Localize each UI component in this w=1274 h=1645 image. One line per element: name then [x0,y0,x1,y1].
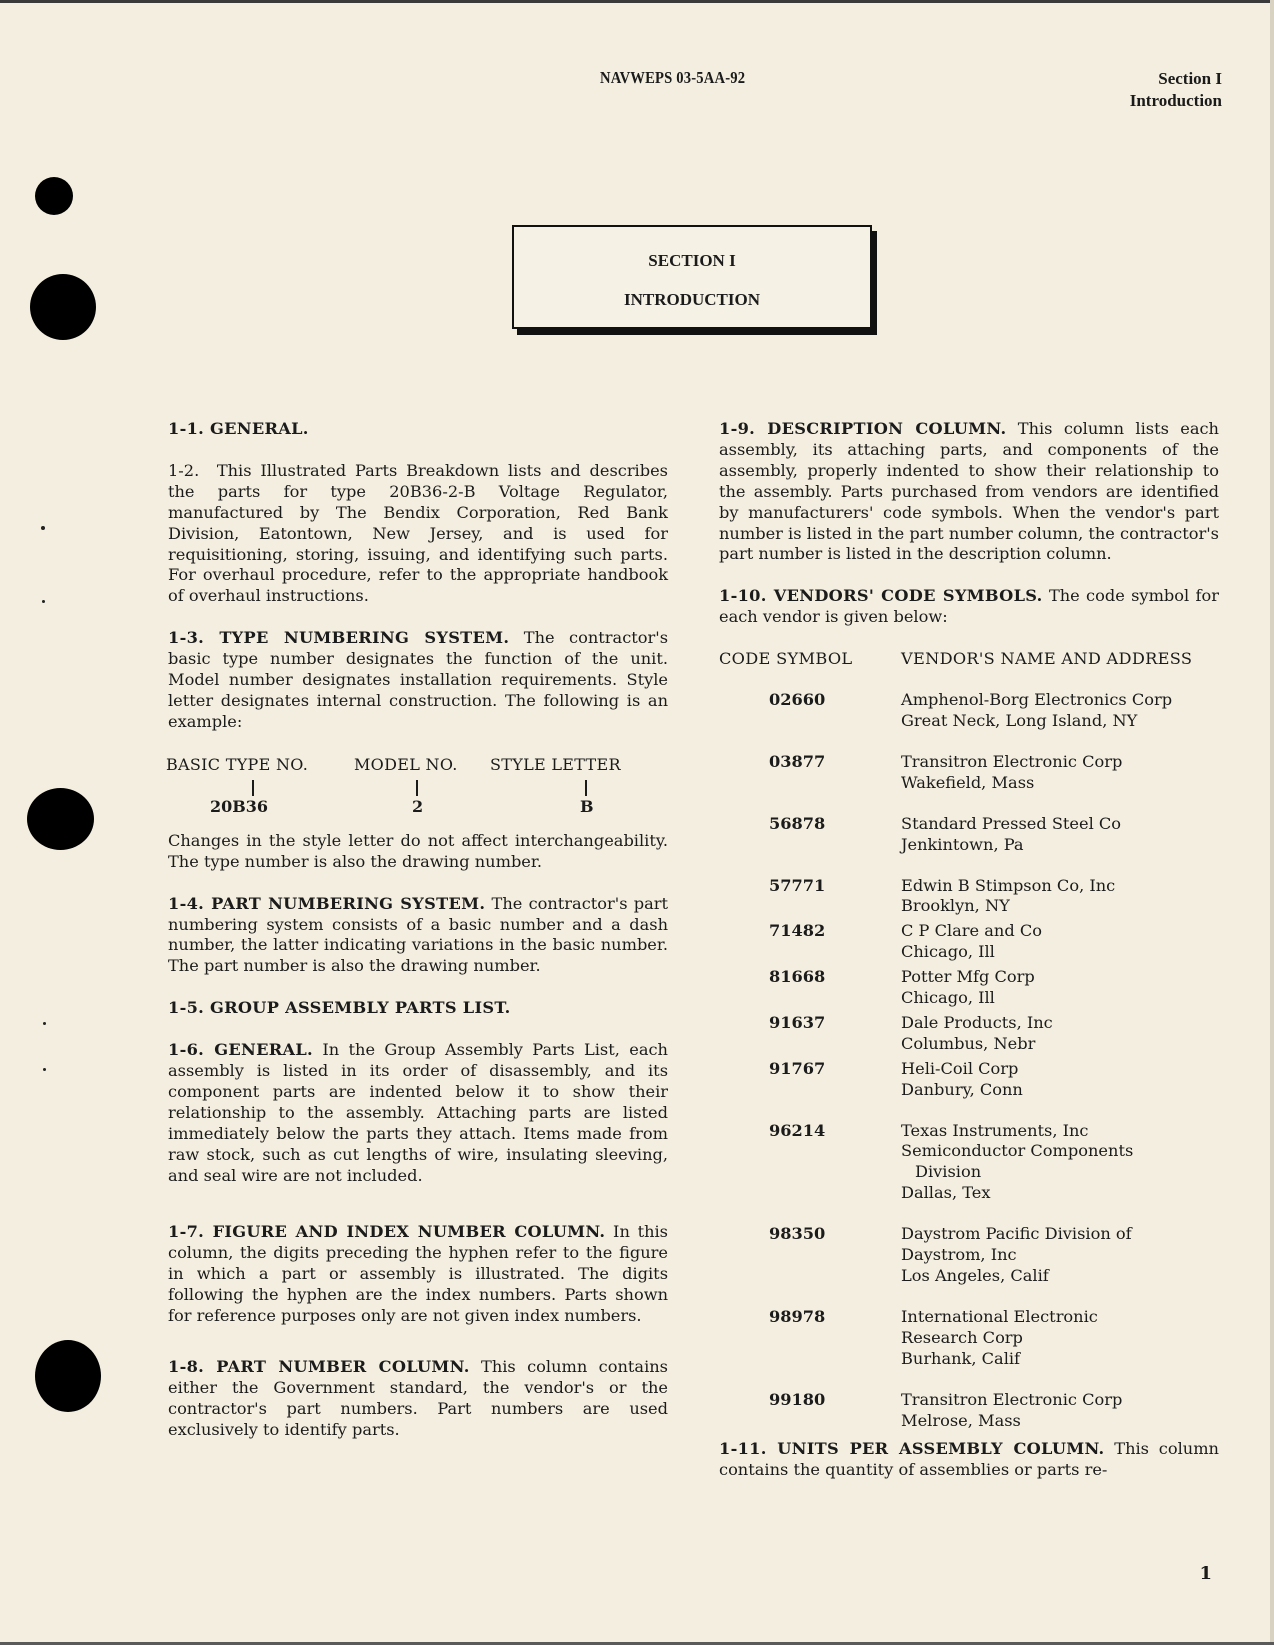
vendor-code: 02660 [769,690,826,710]
right-column [719,419,1219,1502]
vendor-division: Division [915,1162,982,1182]
paragraph-1-8 [168,1357,668,1441]
vendor-location: Columbus, Nebr [901,1033,1036,1053]
vendor-location: Burhank, Calif [901,1348,1021,1368]
paragraph-1-6 [168,1040,668,1186]
vendor-name: Daystrom, Inc [901,1245,1017,1265]
vendor-address [901,752,1122,794]
vendor-location: Dallas, Tex [901,1183,991,1203]
punch-hole-icon [27,788,94,850]
vendor-code: 96214 [769,1120,826,1140]
vendor-row [719,1390,1219,1432]
section-header [1130,68,1222,112]
vendor-location: Chicago, Ill [901,942,995,962]
vendor-code: 81668 [769,967,826,987]
punch-hole-icon [35,177,73,215]
vendor-name: Dale Products, Inc [901,1012,1053,1032]
paragraph-heading: 1-7. FIGURE AND INDEX NUMBER COLUMN. [168,1222,606,1242]
vendor-name: Heli-Coil Corp [901,1058,1019,1078]
vendor-row [719,1121,1219,1205]
vendor-address [901,1307,1098,1370]
paragraph-body: In this column, the digits preceding the hyphen refer to the figure in which a part or assembly is illustrated. The digits following the hyphen are the index numbers. Parts shown for reference purposes only are not given index numbers. [168,1222,668,1326]
paragraph-1-5 [168,998,668,1019]
vendor-code: 91637 [769,1012,826,1032]
vendor-name: Transitron Electronic Corp [901,1389,1123,1409]
left-column [168,419,668,1462]
vendor-name: Research Corp [901,1327,1023,1347]
page-number: 1 [1199,1563,1212,1584]
vendor-address [901,814,1121,856]
basic-type-label: BASIC TYPE NO. [166,754,309,774]
vendor-location: Melrose, Mass [901,1410,1021,1430]
vendor-row [719,1013,1219,1055]
paragraph-heading: 1-9. DESCRIPTION COLUMN. [719,419,1007,438]
vendor-name-header: VENDOR'S NAME AND ADDRESS [901,649,1193,669]
section-title-box [512,225,872,329]
vendor-row [719,921,1219,963]
vendor-address [901,967,1035,1009]
paragraph-body: This column contains either the Government standard, the vendor's or the contractor's part numbers. Part numbers are used exclusively to identify parts. [168,1357,668,1439]
paragraph-1-11 [719,1439,1219,1481]
vendor-address [901,1390,1122,1432]
vendor-name: Amphenol-Borg Electronics Corp [901,690,1173,710]
paragraph-heading: 1-4. PART NUMBERING SYSTEM. [168,893,486,913]
vendor-code: 91767 [769,1058,826,1078]
vendor-location: Wakefield, Mass [901,772,1035,792]
scan-top-edge [0,0,1274,3]
paragraph-1-10 [719,586,1219,628]
vendor-code: 99180 [769,1389,826,1409]
paragraph-body: This Illustrated Parts Breakdown lists and describes the parts for type 20B36-2-B Voltage Regulator, manufactured by The Bendix Corporation, Red Bank Division, Eatontown, New Jersey, and is used for requisitioning, storing, issuing, and identifying such parts. For overhaul procedure, refer to the appropriate handbook of overhaul instructions. [168,460,668,606]
model-no-label: MODEL NO. [354,754,458,774]
connector-line [416,780,418,796]
vendor-address [901,876,1115,918]
margin-speck [41,526,45,530]
vendor-address [901,1224,1132,1287]
vendor-location: Chicago, Ill [901,988,995,1008]
vendor-row [719,1059,1219,1101]
model-no-value: 2 [412,796,424,816]
paragraph-1-9 [719,419,1219,565]
vendor-name: Daystrom Pacific Division of [901,1224,1132,1244]
paragraph-1-2 [168,461,668,607]
vendor-address [901,921,1042,963]
paragraph-1-3 [168,628,668,733]
vendor-address [901,690,1172,732]
section-box-line2: INTRODUCTION [623,290,761,309]
scan-right-edge [1270,0,1274,1645]
vendor-address [901,1013,1053,1055]
code-symbol-header: CODE SYMBOL [719,649,853,669]
paragraph-heading: 1-11. UNITS PER ASSEMBLY COLUMN. [719,1439,1105,1459]
paragraph-heading: 1-8. PART NUMBER COLUMN. [168,1357,470,1376]
vendor-row [719,752,1219,794]
paragraph-body: The contractor's part numbering system consists of a basic number and a dash number, the latter indicating variations in the basic number. The part number is also the drawing number. [168,893,668,976]
paragraph-body: In the Group Assembly Parts List, each assembly is listed in its order of disassembly, and its component parts are indented below it to show their relationship to the assembly. Attaching parts are listed immediately below the parts they attach. Items made from raw stock, such as cut lengths of wire, insulating sleeving, and seal wire are not included. [168,1040,668,1185]
paragraph-heading: 1-6. GENERAL. [168,1040,313,1060]
vendor-division: Semiconductor Components [901,1141,1134,1161]
margin-speck [42,600,45,603]
paragraph-heading: 1-1. GENERAL. [168,419,309,438]
vendor-code: 57771 [769,875,826,895]
vendor-code: 71482 [769,921,826,941]
vendor-row [719,814,1219,856]
vendor-name: Edwin B Stimpson Co, Inc [901,875,1116,895]
style-letter-value: B [580,796,594,816]
paragraph-1-4 [168,894,668,978]
connector-line [585,780,587,796]
paragraph-body: This column contains the quantity of assemblies or parts re- [719,1439,1219,1480]
vendor-code: 98978 [769,1306,826,1326]
vendor-address [901,1059,1023,1101]
vendor-row [719,690,1219,732]
vendor-name: Transitron Electronic Corp [901,751,1123,771]
vendor-name: C P Clare and Co [901,921,1042,941]
vendor-row [719,967,1219,1009]
punch-hole-icon [35,1340,101,1412]
vendor-row [719,876,1219,918]
punch-hole-icon [30,274,96,340]
connector-line [252,780,254,796]
vendor-row [719,1224,1219,1287]
vendor-row [719,1307,1219,1370]
vendor-name: Standard Pressed Steel Co [901,813,1122,833]
vendor-location: Great Neck, Long Island, NY [901,710,1138,730]
section-label: Section I [1158,69,1222,88]
margin-speck [43,1022,46,1025]
margin-speck [43,1068,46,1071]
paragraph-1-7 [168,1222,668,1327]
paragraph-number: 1-2. [168,460,200,480]
vendor-code: 03877 [769,751,826,771]
vendor-location: Danbury, Conn [901,1079,1023,1099]
vendor-code: 98350 [769,1224,826,1244]
style-letter-label: STYLE LETTER [490,754,621,774]
paragraph-heading: 1-5. GROUP ASSEMBLY PARTS LIST. [168,998,511,1018]
paragraph-heading: 1-10. VENDORS' CODE SYMBOLS. [719,586,1043,606]
paragraph-body: Changes in the style letter do not affect interchangeability. The type number is also the drawing number. [168,830,668,871]
vendor-code: 56878 [769,813,826,833]
paragraph-1-1 [168,419,668,440]
vendor-table-header [719,649,1219,670]
paragraph-heading: 1-3. TYPE NUMBERING SYSTEM. [168,628,510,648]
paragraph-body: The code symbol for each vendor is given below: [719,586,1219,627]
section-box-line1: SECTION I [648,251,736,270]
paragraph-body: This column lists each assembly, its attaching parts, and components of the assembly, properly indented to show their relationship to the assembly. Parts purchased from vendors are identified by manufacturers' code symbols. When the vendor's part number is listed in the part number column, the contractor's part number is listed in the description column. [719,419,1219,564]
paragraph-1-3-continued [168,831,668,873]
vendor-name: Texas Instruments, Inc [901,1120,1089,1140]
paragraph-body: The contractor's basic type number designates the function of the unit. Model number designates installation requirements. Style letter designates internal construction. The following is an example: [168,628,669,731]
vendor-name: Potter Mfg Corp [901,967,1035,987]
vendor-location: Brooklyn, NY [901,896,1010,916]
vendor-address [901,1121,1133,1205]
vendor-location: Los Angeles, Calif [901,1266,1049,1285]
section-title: Introduction [1129,91,1222,110]
vendor-code-table [719,649,1219,1431]
vendor-location: Jenkintown, Pa [901,834,1024,854]
vendor-name: International Electronic [901,1306,1098,1326]
document-number: NAVWEPS 03-5AA-92 [600,68,746,87]
type-number-example [168,755,668,817]
basic-type-value: 20B36 [210,796,269,816]
